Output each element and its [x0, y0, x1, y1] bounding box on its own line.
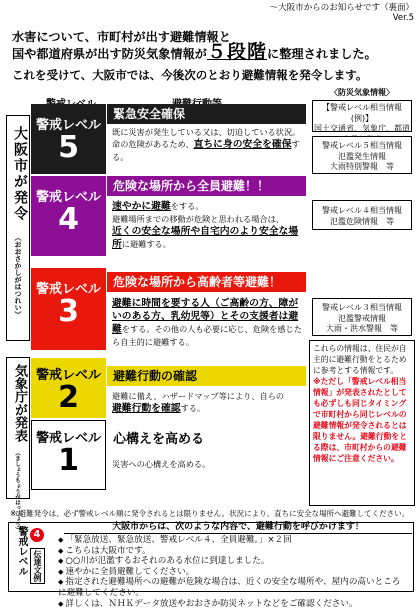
jma-issued-box: [6, 357, 30, 533]
example-level-label: 警戒レベル: [16, 526, 27, 576]
example-line-3: ○○川が氾濫するおそれのある水位に到達しました。: [65, 556, 270, 567]
five-levels-emphasis: ５段階: [207, 41, 268, 63]
level-2-desc-2: する。: [180, 403, 206, 413]
bullet-icon: ◆: [58, 536, 64, 544]
osaka-issued-box: [6, 115, 30, 341]
level-5-desc-2: 命の危険があるため、: [112, 139, 194, 149]
page-header: [270, 3, 414, 23]
level-2-number: 2: [58, 380, 79, 415]
jma-issued-reading: （きしょうちょうがはっぴょう）: [14, 450, 20, 533]
intro-line-3: これを受けて、大阪市では、今後次のとおり避難情報を発令します。: [12, 68, 368, 82]
bullet-icon: ◆: [58, 599, 64, 608]
version-label: Ver.5: [392, 13, 414, 23]
level-2-name: 警戒レベル: [35, 368, 101, 383]
weather-level-3-title: 警戒レベル３相当情報: [322, 303, 402, 312]
weather-level-5-info-1: 氾濫発生情報: [338, 151, 386, 161]
level-5-title: 緊急安全確保: [107, 104, 306, 124]
level-1-name: 警戒レベル: [35, 431, 101, 446]
level-3-emphasis: 避難に時間を要する人（ご高齢の方、障がいのある方、乳幼児等）とその支援者は避難: [112, 298, 299, 335]
intro-line-2b: に整理されました。: [267, 47, 377, 61]
example-line-2: こちらは大阪市です。: [65, 545, 151, 556]
bullet-icon: ◆: [58, 578, 64, 587]
example-label: 伝達文例: [30, 548, 45, 584]
level-1-number: 1: [58, 443, 79, 478]
example-line-1: 「緊急放送、緊急放送、警戒レベル４、全員避難。」×２回: [65, 535, 292, 545]
weather-note: [309, 340, 415, 506]
level-3-number: 3: [58, 294, 79, 329]
level-5-badge: [31, 104, 106, 174]
level-2-description: [112, 390, 304, 415]
example-line-5: 指定された避難場所への避難が危険な場合は、近くの安全な場所や、屋内の高いところに避難してください。: [58, 577, 401, 598]
level-2-title: 避難行動の確認: [107, 366, 306, 386]
level-5-number: 5: [58, 130, 79, 165]
weather-legend-title: 【警戒レベル相当情報(例)】: [322, 103, 402, 123]
level-2-emphasis: 避難行動を確認: [112, 403, 181, 414]
weather-level-4: [312, 200, 412, 230]
example-line-4: 速やかに全員避難してください。: [65, 566, 195, 577]
level-4-description: [112, 200, 304, 251]
level-5-description: [112, 126, 304, 163]
weather-legend-body: 国土交通省、気象庁、都道: [314, 124, 410, 133]
level-5-emphasis: 直ちに身の安全を確保: [193, 139, 292, 150]
level-4-desc-3: に避難する。: [121, 239, 171, 249]
level-2-badge: [31, 358, 106, 418]
level-4-name: 警戒レベル: [35, 190, 101, 205]
level-1-desc-1: 災害への心構えを高める。: [112, 459, 211, 469]
level-4-badge: [31, 176, 106, 256]
level-4-number: 4: [58, 202, 79, 237]
level-5-name: 警戒レベル: [35, 118, 101, 133]
bullet-icon: ◆: [58, 567, 64, 576]
weather-note-1: これらの情報は、住民が自主的に避難行動をとるために参考とする情報です。: [313, 344, 407, 375]
example-line-6: 詳しくは、ＮＨＫデータ放送やおおさか防災ネットなどをご確認ください。: [65, 598, 358, 609]
example-level-number: 4: [30, 528, 44, 542]
weather-note-2: ※ただし「警戒レベル相当情報」が発表されたとしても必ずしも同じタイミングで市町村から同じレベルの避難情報が発令されるとは限りません。避難行動をとる際は、市町村からの避難情報にご注意ください。: [313, 377, 408, 463]
bullet-icon: ◆: [58, 546, 64, 555]
level-1-description: [112, 458, 304, 470]
level-4-desc-2: 避難場所までの移動が危険と思われる場合は、: [112, 214, 284, 224]
level-3-desc-1: をする。その他の人も必要に応じ、危険を感じたら自主的に避難する。: [112, 324, 302, 347]
level-4-desc-1: をする。: [170, 201, 204, 211]
level-1-badge: [31, 420, 106, 490]
example-lines: [58, 535, 404, 609]
level-4-emphasis: 速やかに避難: [112, 201, 171, 212]
weather-level-4-title: 警戒レベル４相当情報: [322, 206, 402, 215]
level-1-title: 心構えを高める: [107, 430, 306, 450]
bullet-icon: ◆: [58, 557, 64, 566]
weather-level-5: [312, 136, 412, 174]
level-4-title: 危険な場所から全員避難！！: [107, 176, 306, 196]
intro-line-2a: 国や都道府県が出す防災気象情報が: [12, 47, 207, 61]
level-3-name: 警戒レベル: [35, 282, 101, 297]
intro-line-1: 水害について、市町村が出す避難情報と: [12, 30, 231, 44]
intro-line-2: [12, 41, 377, 63]
column-weather-label: 〈防災気象情報〉: [330, 88, 394, 97]
weather-level-3-info-2: 大雨・洪水警報 等: [326, 324, 398, 333]
footer-note: ※ 避難発令は、必ず警戒レベル順に発令されるとは限りません。状況により、直ちに安全な場所へ避難してください。: [10, 509, 410, 518]
weather-level-5-title: 警戒レベル５相当情報: [322, 141, 402, 150]
level-5-desc-3: する。: [112, 139, 300, 162]
level-5-desc-1: 既に災害が発生している又は、切迫している状況。: [112, 127, 301, 137]
weather-level-3-info-1: 氾濫警戒情報: [338, 313, 386, 323]
weather-level-5-info-2: 大雨特別警報 等: [330, 162, 394, 171]
osaka-issued-label: 大阪市が発令: [12, 126, 28, 222]
level-3-description: [112, 297, 304, 348]
example-header: 大阪市からは、次のような内容で、避難行動を呼びかけます！: [64, 522, 412, 534]
level-3-badge: [31, 268, 106, 350]
jma-issued-label: 気象庁が発表: [12, 364, 27, 442]
weather-level-3: [312, 298, 412, 336]
level-3-title: 危険な場所から高齢者等避難！: [107, 272, 306, 292]
header-title: ～大阪市からのお知らせです（裏面）: [269, 3, 414, 13]
weather-legend: [312, 100, 412, 132]
level-4-emphasis-2: 近くの安全な場所や自宅内のより安全な場所: [112, 226, 299, 250]
osaka-issued-reading: （おおさかしがはつれい）: [14, 234, 22, 318]
weather-level-4-info-1: 氾濫危険情報 等: [330, 216, 394, 226]
level-2-desc-1: 避難に備え、ハザードマップ等により、自らの: [112, 391, 285, 401]
